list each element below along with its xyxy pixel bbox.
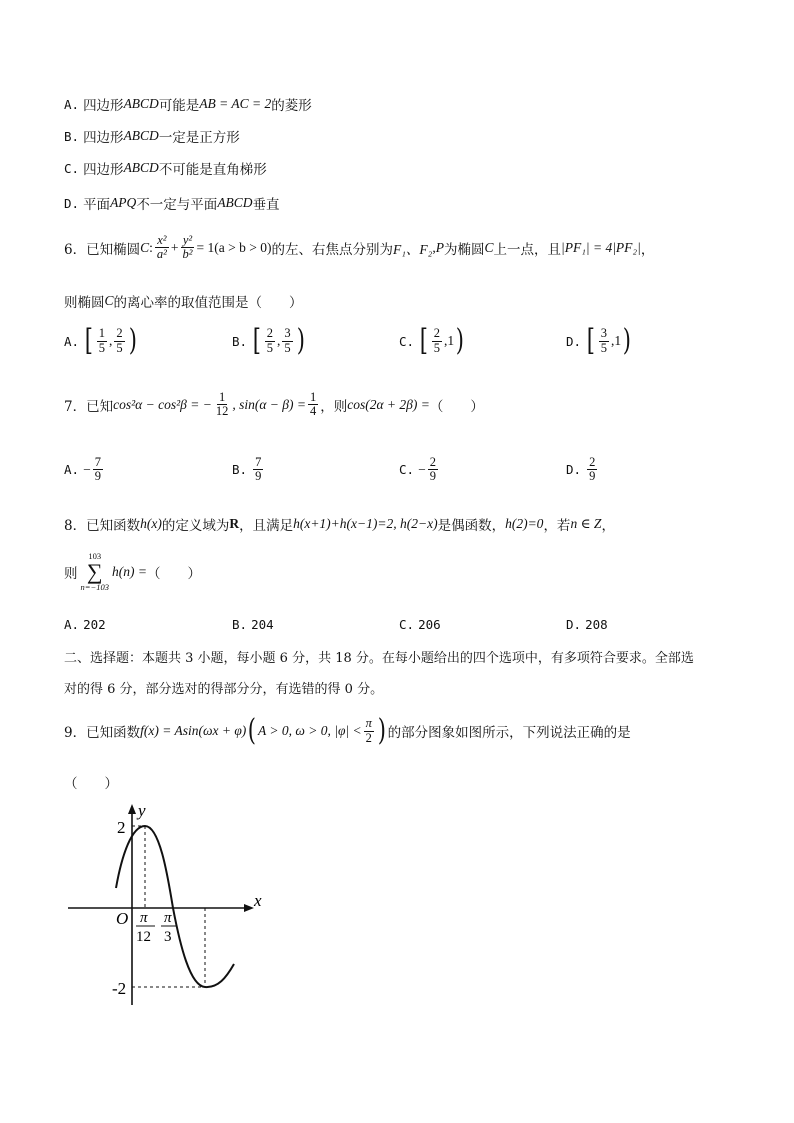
math: P — [435, 239, 444, 255]
q9-graph — [60, 800, 280, 1010]
q8-option-a — [64, 617, 110, 632]
q6-stem-line2 — [64, 291, 303, 311]
q8-option-b — [232, 617, 278, 632]
x-axis-label: x — [254, 891, 262, 910]
numerator: 3 — [600, 326, 608, 341]
denominator: 4 — [309, 404, 317, 419]
numerator: 1 — [98, 326, 106, 341]
option-label: A. — [64, 617, 80, 632]
fraction — [155, 234, 169, 261]
q8-stem-line1 — [64, 514, 615, 534]
fraction — [181, 234, 195, 261]
stem-text: ， — [640, 241, 655, 258]
fraction — [97, 327, 107, 354]
numerator: 7 — [255, 455, 262, 469]
numerator: x² — [157, 233, 167, 247]
math: C — [484, 239, 494, 255]
option-value: 206 — [418, 617, 441, 632]
q5-option-a — [64, 94, 312, 114]
section-2-line2: 对的得 6 分，部分选对的得部分分，有选错的得 0 分。 — [64, 682, 384, 697]
q9-answer-blank: （ ） — [64, 776, 118, 792]
fraction — [253, 456, 263, 483]
stem-text: （ ） — [146, 565, 201, 582]
numerator: y² — [182, 233, 193, 247]
option-text: 垂直 — [252, 197, 280, 213]
math: ABCD — [123, 96, 159, 111]
denominator: b² — [182, 247, 193, 262]
stem-text: 已知函数 — [86, 725, 141, 741]
stem-text: 则 — [64, 565, 78, 582]
denominator: 5 — [116, 340, 123, 355]
denominator: 9 — [94, 469, 101, 484]
sine-curve — [116, 826, 234, 987]
q8-option-c — [399, 617, 445, 632]
stem-text: 已知 — [86, 398, 114, 415]
q5-option-b — [64, 126, 240, 146]
math: R — [229, 516, 240, 531]
math: h(x) — [140, 516, 162, 531]
numerator: 2 — [589, 455, 596, 469]
fraction — [432, 327, 442, 354]
y-axis-arrow — [128, 804, 136, 814]
denominator: 5 — [284, 340, 291, 355]
q7-option-b — [232, 456, 265, 483]
q8-option-d — [566, 617, 612, 632]
question-number: 8． — [64, 518, 87, 534]
denominator: 9 — [255, 469, 262, 484]
option-label: D. — [566, 462, 582, 478]
option-label: D. — [64, 195, 80, 211]
q6-option-c: C. [ $\frac{2}{5}$ , 1 ) — [399, 323, 465, 358]
q5-option-c — [64, 158, 267, 178]
tick2-denominator: 3 — [164, 929, 172, 945]
stem-text: （ ） — [429, 398, 484, 415]
math: h(2)=0 — [505, 516, 544, 531]
numerator: 7 — [94, 455, 101, 469]
option-label: B. — [232, 617, 248, 632]
question-number: 9． — [64, 725, 87, 741]
q6-option-b: B. [ $\frac{2}{5}$ , $\frac{3}{5}$ ) — [232, 323, 305, 358]
stem-text: ， — [601, 518, 615, 534]
option-label: B. — [232, 462, 248, 478]
q5-option-d — [64, 193, 280, 213]
stem-text: 的部分图象如图所示，下列说法正确的是 — [387, 725, 631, 741]
fraction — [587, 456, 597, 483]
stem-text: 上一点，且 — [493, 241, 561, 258]
numerator: 2 — [433, 326, 441, 341]
option-text: 一定是正方形 — [158, 130, 240, 146]
stem-text: ，若 — [543, 518, 571, 534]
q6-option-d: D. [ $\frac{3}{5}$ , 1 ) — [566, 323, 632, 358]
math: |PF₁| = 4|PF₂| — [560, 239, 641, 255]
math: = 1(a > b > 0) — [196, 239, 272, 255]
numerator: 3 — [284, 326, 291, 341]
numerator: 1 — [218, 390, 226, 404]
x-axis-arrow — [244, 904, 254, 912]
tick1-denominator: 12 — [136, 929, 151, 945]
option-label: A. — [64, 96, 80, 112]
option-text: 四边形 — [83, 98, 124, 114]
option-value: 202 — [83, 617, 106, 632]
denominator: a² — [156, 247, 167, 262]
option-label: C. — [399, 333, 415, 349]
option-label: C. — [399, 617, 415, 632]
option-text: 可能是 — [158, 98, 200, 114]
math: AB = AC = 2 — [199, 96, 272, 111]
math: cos(2α + 2β) = — [347, 396, 430, 412]
stem-text: ，且满足 — [239, 518, 294, 534]
math: 1 — [614, 333, 622, 348]
option-label: B. — [232, 333, 248, 349]
numerator: π — [365, 716, 372, 731]
stem-text: ，则 — [320, 398, 348, 415]
math: : — [149, 239, 153, 255]
section-2-line1: 二、选择题：本题共 3 小题，每小题 6 分，共 18 分。在每小题给出的四个选项中，有多项符合要求。全部选 — [64, 651, 694, 666]
sum-upper: 103 — [88, 551, 102, 561]
numerator: 2 — [429, 455, 436, 469]
fraction — [308, 391, 318, 418]
math: h(n) = — [111, 563, 147, 579]
fraction — [93, 456, 103, 483]
denominator: 9 — [589, 469, 596, 484]
denominator: 5 — [600, 340, 608, 355]
math: C — [140, 239, 150, 255]
math: h(x+1)+h(x−1)=2, h(2−x) — [293, 516, 438, 531]
fraction — [265, 327, 275, 354]
y-axis-label: y — [138, 801, 146, 820]
q9-stem-line1: 9． 已知函数 f(x) = Asin(ωx + φ) ( A > 0, ω > 0, |φ| < $\frac{\pi}{2}$ ) 的部分图象如图所示，下列说法正确的是 — [64, 713, 631, 748]
math: APQ — [110, 195, 137, 210]
stem-text: 已知函数 — [86, 518, 141, 534]
question-number: 7． — [64, 398, 87, 415]
option-label: D. — [566, 617, 582, 632]
denominator: 5 — [433, 340, 441, 355]
stem-text: 的离心率的取值范围是（ ） — [113, 295, 303, 311]
q7-option-d — [566, 456, 599, 483]
option-value: 208 — [585, 617, 608, 632]
fraction — [114, 327, 124, 354]
q7-stem — [64, 391, 484, 418]
math: + — [170, 239, 179, 255]
denominator: 5 — [98, 340, 106, 355]
denominator: 9 — [429, 469, 436, 484]
math: ABCD — [217, 195, 253, 210]
tick2-numerator: π — [164, 910, 172, 926]
y-max-label: 2 — [117, 818, 126, 837]
option-text: 平面 — [83, 197, 111, 213]
stem-text: 已知椭圆 — [86, 241, 141, 258]
denominator: 12 — [215, 404, 229, 419]
question-number: 6． — [64, 241, 87, 258]
option-label: B. — [64, 128, 80, 144]
math: 1 — [447, 333, 455, 348]
y-min-label: -2 — [112, 979, 127, 998]
summation: 103 ∑ n=−103 — [80, 551, 109, 592]
stem-text: 的左、右焦点分别为 — [271, 241, 393, 258]
math: , — [432, 239, 436, 255]
option-text: 不可能是直角梯形 — [158, 162, 267, 178]
origin-label: O — [116, 909, 129, 928]
option-text: 四边形 — [83, 162, 124, 178]
math: cos²α − cos²β = − — [113, 396, 212, 412]
q6-option-a: A. [ $\frac{1}{5}$ , $\frac{2}{5}$ ) — [64, 323, 137, 358]
numerator: 2 — [266, 326, 274, 341]
option-label: C. — [64, 160, 80, 176]
tick1-numerator: π — [140, 910, 148, 926]
q8-stem-line2 — [64, 552, 201, 591]
stem-text: 为椭圆 — [443, 241, 485, 258]
math: ABCD — [123, 128, 159, 143]
fraction — [428, 456, 438, 483]
math: C — [104, 293, 114, 308]
option-label: A. — [64, 333, 80, 349]
fraction — [282, 327, 292, 354]
math: A > 0, ω > 0, |φ| < — [258, 723, 362, 738]
option-label: D. — [566, 333, 582, 349]
fraction — [214, 391, 231, 418]
q7-option-c — [399, 456, 440, 483]
stem-text: 则椭圆 — [64, 295, 105, 311]
denominator: 2 — [365, 730, 372, 745]
numerator: 1 — [309, 390, 317, 404]
numerator: 2 — [116, 326, 123, 341]
fraction — [599, 327, 609, 354]
fraction — [364, 717, 374, 744]
math: − — [418, 461, 426, 477]
option-text: 不一定与平面 — [136, 197, 218, 213]
math: − — [83, 461, 91, 477]
q7-option-a — [64, 456, 105, 483]
option-label: A. — [64, 462, 80, 478]
math: F₁、F₂ — [392, 241, 433, 257]
stem-text: 的定义域为 — [161, 518, 230, 534]
denominator: 5 — [266, 340, 274, 355]
option-text: 四边形 — [83, 130, 124, 146]
option-value: 204 — [251, 617, 274, 632]
sum-lower: n=−103 — [80, 581, 109, 592]
math: f(x) = Asin(ωx + φ) — [140, 723, 247, 738]
math: ABCD — [123, 160, 159, 175]
option-label: C. — [399, 462, 415, 478]
math: , sin(α − β) = — [232, 396, 306, 412]
option-text: 的菱形 — [271, 98, 312, 114]
math: n ∈ Z — [570, 516, 602, 531]
q6-stem-line1 — [64, 234, 654, 261]
stem-text: 是偶函数， — [437, 518, 506, 534]
